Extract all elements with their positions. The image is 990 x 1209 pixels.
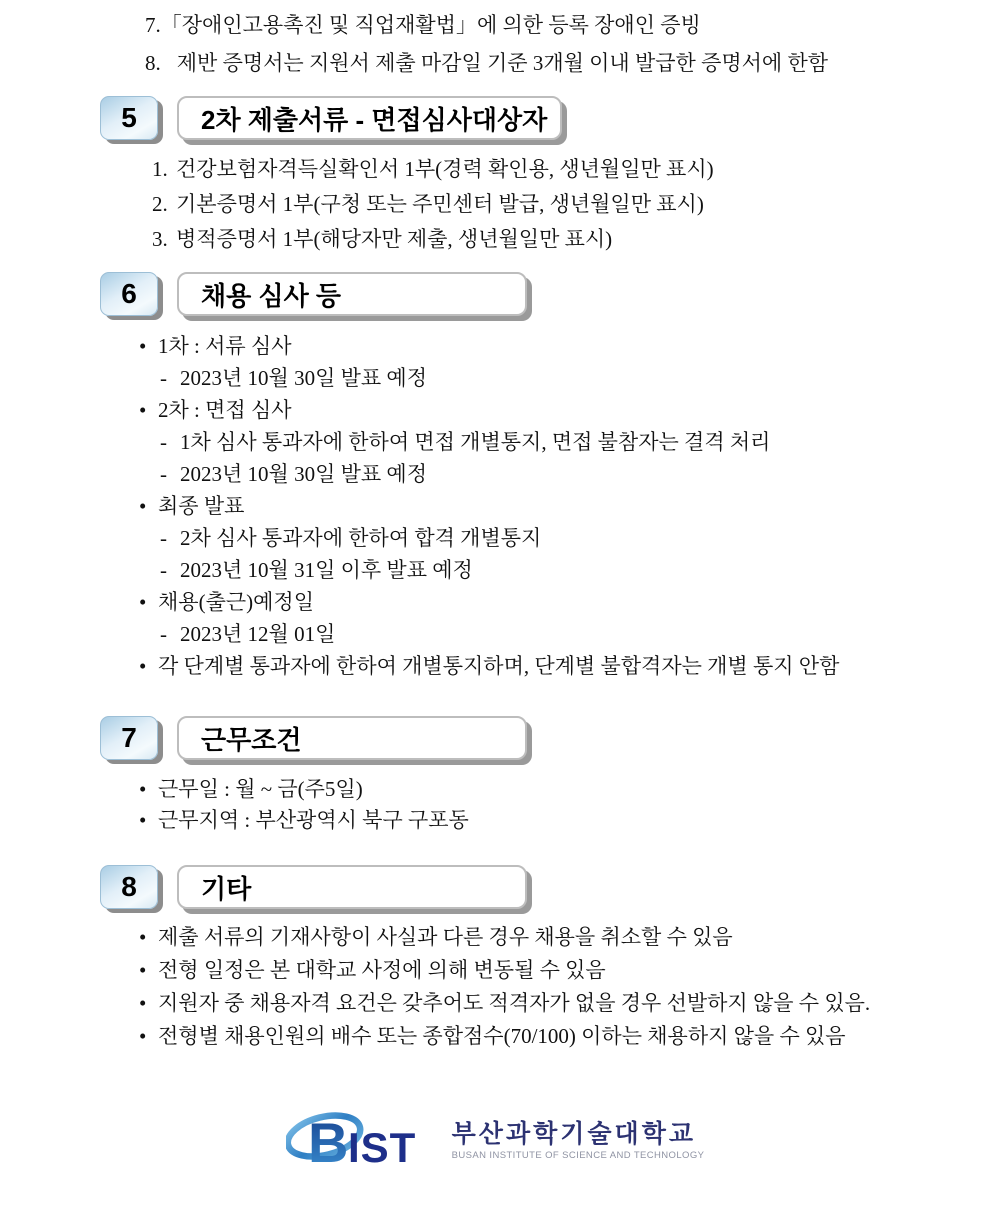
section-title: 2차 제출서류 - 면접심사대상자 (201, 104, 548, 135)
section-header (100, 96, 990, 146)
list-item-text: 채용(출근)예정일 (158, 590, 314, 614)
list-item (139, 618, 990, 650)
bullet-icon: • (139, 398, 147, 422)
list-item (139, 522, 990, 554)
list-item (139, 330, 990, 362)
bullet-icon: • (139, 1024, 147, 1048)
bullet-list (139, 774, 990, 836)
section-title-box (177, 272, 527, 316)
list-item-text: 전형 일정은 본 대학교 사정에 의해 변동될 수 있음 (158, 958, 606, 982)
dash-icon: - (160, 558, 167, 582)
bullet-icon: • (139, 925, 147, 949)
list-item-marker: 7. (145, 13, 161, 37)
list-item-text: 2023년 10월 30일 발표 예정 (180, 462, 428, 486)
bullet-icon: • (139, 958, 147, 982)
logo-korean-name: 부산과학기술대학교 (451, 1120, 696, 1148)
list-item (152, 222, 990, 257)
list-item (139, 490, 990, 522)
bist-logo-mark-icon (286, 1106, 436, 1176)
list-item-text: 최종 발표 (158, 494, 245, 518)
list-item-text: 2차 : 면접 심사 (158, 398, 292, 422)
section-number-badge: 5 (100, 96, 158, 140)
list-item-text: 지원자 중 채용자격 요건은 갖추어도 적격자가 없을 경우 선발하지 않을 수 있음. (158, 991, 871, 1015)
bullet-icon: • (139, 654, 147, 678)
list-item (139, 586, 990, 618)
list-item-text: 1차 심사 통과자에 한하여 면접 개별통지, 면접 불참자는 결격 처리 (180, 430, 771, 454)
bullet-list (139, 330, 990, 682)
list-item (152, 152, 990, 187)
bullet-icon: • (139, 991, 147, 1015)
list-item (139, 954, 990, 987)
list-item (139, 458, 990, 490)
section-5 (0, 96, 990, 257)
list-item-text: 각 단계별 통과자에 한하여 개별통지하며, 단계별 불합격자는 개별 통지 안함 (158, 654, 840, 678)
list-item-text: 기본증명서 1부(구청 또는 주민센터 발급, 생년월일만 표시) (176, 192, 704, 216)
dash-icon: - (160, 622, 167, 646)
list-item-text: 병적증명서 1부(해당자만 제출, 생년월일만 표시) (176, 227, 613, 251)
section-title-box (177, 865, 527, 909)
list-item-text: 건강보험자격득실확인서 1부(경력 확인용, 생년월일만 표시) (176, 157, 714, 181)
svg-text:B: B (307, 1111, 349, 1174)
list-item-text: 1차 : 서류 심사 (158, 334, 292, 358)
dash-icon: - (160, 430, 167, 454)
section-title-box (177, 716, 527, 760)
list-item (139, 805, 990, 836)
list-item (139, 921, 990, 954)
list-item-text: 「장애인고용촉진 및 직업재활법」에 의한 등록 장애인 증빙 (160, 13, 701, 37)
section-header (100, 865, 990, 915)
list-item (152, 187, 990, 222)
numbered-list (152, 152, 990, 257)
logo-english-name: BUSAN INSTITUTE OF SCIENCE AND TECHNOLOGY (451, 1150, 705, 1161)
list-item (145, 44, 990, 82)
list-item-text: 2023년 10월 30일 발표 예정 (180, 366, 428, 390)
bullet-icon: • (139, 590, 147, 614)
list-item-text: 제출 서류의 기재사항이 사실과 다른 경우 채용을 취소할 수 있음 (158, 925, 733, 949)
list-item-marker: 8. (145, 51, 161, 75)
list-item-text: 2023년 10월 31일 이후 발표 예정 (180, 558, 473, 582)
section-number-badge: 8 (100, 865, 158, 909)
section-title: 채용 심사 등 (201, 280, 342, 311)
section-header (100, 716, 990, 766)
bullet-icon: • (139, 334, 147, 358)
list-item-text: 전형별 채용인원의 배수 또는 종합점수(70/100) 이하는 채용하지 않을 수 있음 (158, 1024, 846, 1048)
list-item-marker: 1. (152, 157, 168, 181)
bullet-icon: • (139, 777, 147, 801)
list-item (139, 987, 990, 1020)
bullet-list (139, 921, 990, 1053)
list-item-text: 2023년 12월 01일 (180, 622, 336, 646)
list-item-text: 제반 증명서는 지원서 제출 마감일 기준 3개월 이내 발급한 증명서에 한함 (176, 51, 829, 75)
list-item-marker: 3. (152, 227, 168, 251)
university-logo (0, 1106, 990, 1176)
top-note-list (145, 6, 990, 82)
dash-icon: - (160, 462, 167, 486)
dash-icon: - (160, 366, 167, 390)
bullet-icon: • (139, 494, 147, 518)
section-header (100, 272, 990, 322)
list-item-text: 근무일 : 월 ~ 금(주5일) (158, 777, 363, 801)
section-6 (0, 272, 990, 682)
list-item-text: 2차 심사 통과자에 한하여 합격 개별통지 (180, 526, 542, 550)
logo-names (452, 1121, 705, 1161)
section-title-box (177, 96, 562, 140)
list-item-text: 근무지역 : 부산광역시 북구 구포동 (158, 808, 469, 832)
list-item-marker: 2. (152, 192, 168, 216)
section-7 (0, 716, 990, 836)
list-item (139, 426, 990, 458)
section-title: 근무조건 (201, 724, 302, 755)
list-item (139, 774, 990, 805)
section-8 (0, 865, 990, 1053)
bullet-icon: • (139, 808, 147, 832)
svg-text:IST: IST (347, 1124, 416, 1171)
section-number-badge: 7 (100, 716, 158, 760)
list-item (139, 554, 990, 586)
section-number-badge: 6 (100, 272, 158, 316)
dash-icon: - (160, 526, 167, 550)
list-item (139, 1020, 990, 1053)
list-item (139, 362, 990, 394)
list-item (139, 394, 990, 426)
section-title: 기타 (201, 873, 252, 904)
list-item (139, 650, 990, 682)
list-item (145, 6, 990, 44)
